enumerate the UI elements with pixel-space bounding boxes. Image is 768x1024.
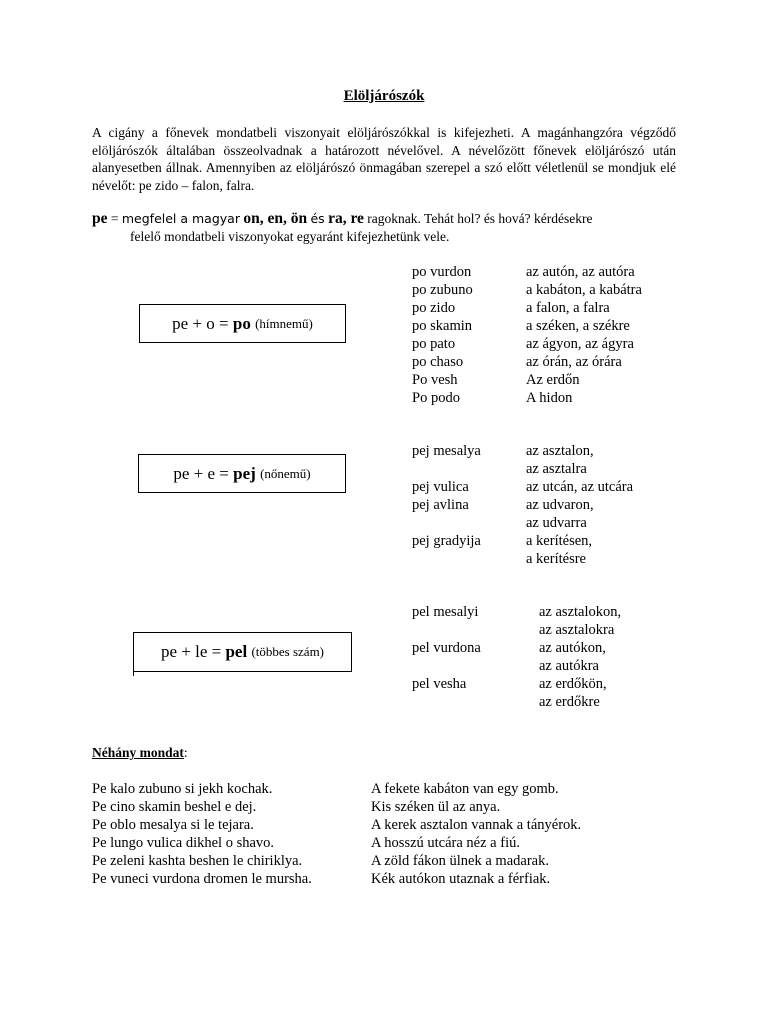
example-row: po zubuno a kabáton, a kabátra xyxy=(412,282,642,298)
example-row: po pato az ágyon, az ágyra xyxy=(412,336,634,352)
pe-text1: megfelel a magyar xyxy=(121,211,240,226)
rule-result: po xyxy=(232,313,251,333)
example-row: Po podo A hidon xyxy=(412,390,573,406)
sentence-row: Pe vuneci vurdona dromen le mursha. Kék autókon utaznak a férfiak. xyxy=(92,871,551,887)
example-row: po zido a falon, a falra xyxy=(412,300,610,316)
sentence-row: Pe cino skamin beshel e dej. Kis széken ül az anya. xyxy=(92,799,501,815)
rule-prefix: pe + o = xyxy=(172,313,229,333)
rule-box-po xyxy=(139,304,346,343)
pe-text2: ragoknak. Tehát hol? és hová? kérdésekre xyxy=(367,211,593,226)
example-row: pel vurdona az autókon, xyxy=(412,640,606,656)
example-row: pej avlina az udvaron, xyxy=(412,497,594,513)
example-row: az asztalokra xyxy=(539,622,615,638)
example-row: pel mesalyi az asztalokon, xyxy=(412,604,622,620)
intro-paragraph: A cigány a főnevek mondatbeli viszonyait elöljárószókkal is kifejezheti. A magánhangzóra végződő elöljárószók általában összeolvadnak a határozott névelővel. A névelőzött főnevek elöljárószó után alanyesetben állnak. Amennyiben az elöljárószó önmagában szerepel a szó előtt véletlenül se mondjuk elé névelőt: pe zido – falon, falra. xyxy=(92,125,676,193)
pe-equals: = xyxy=(110,211,119,226)
example-row: az asztalra xyxy=(526,461,587,477)
sentence-row: Pe zeleni kashta beshen le chiriklya. A zöld fákon ülnek a madarak. xyxy=(92,853,549,869)
sentence-row: Pe lungo vulica dikhel o shavo. A hosszú utcára néz a fiú. xyxy=(92,835,520,851)
example-row: a kerítésre xyxy=(526,551,586,567)
pe-text3: felelő mondatbeli viszonyokat egyaránt kifejezhetünk vele. xyxy=(130,229,450,244)
rule-note: (hímnemű) xyxy=(255,315,313,331)
example-row: az autókra xyxy=(539,658,599,674)
example-row: po skamin a széken, a székre xyxy=(412,318,630,334)
pe-suffixes2: ra, re xyxy=(328,210,364,227)
pe-term: pe xyxy=(92,210,108,227)
rule-result: pej xyxy=(233,463,256,483)
examples-po xyxy=(412,263,712,407)
sentences-list xyxy=(92,780,692,888)
example-row: po chaso az órán, az órára xyxy=(412,354,622,370)
pe-suffixes1: on, en, ön xyxy=(243,210,308,227)
rule-prefix: pe + e = xyxy=(173,463,229,483)
rule-box-pej xyxy=(138,454,346,493)
examples-pel xyxy=(412,603,712,711)
rule-prefix: pe + le = xyxy=(160,642,222,661)
rule-result: pel xyxy=(225,642,248,661)
example-row: az erdőkre xyxy=(539,694,600,710)
example-row: Po vesh Az erdőn xyxy=(412,372,580,388)
rule-box-pel xyxy=(133,632,352,672)
box-edge-line xyxy=(133,632,134,676)
sentence-row: Pe oblo mesalya si le tejara. A kerek asztalon vannak a tányérok. xyxy=(92,817,582,833)
sentence-row: Pe kalo zubuno si jekh kochak. A fekete kabáton van egy gomb. xyxy=(92,781,559,797)
pe-definition xyxy=(92,210,676,246)
example-row: po vurdon az autón, az autóra xyxy=(412,264,635,280)
rule-note: (többes szám) xyxy=(251,644,325,659)
example-row: pej mesalya az asztalon, xyxy=(412,443,594,459)
example-row: az udvarra xyxy=(526,515,587,531)
pe-and: és xyxy=(310,211,325,226)
examples-pej xyxy=(412,442,712,568)
example-row: pel vesha az erdőkön, xyxy=(412,676,607,692)
page-title: Elöljárószók xyxy=(343,88,425,104)
rule-note: (nőnemű) xyxy=(260,465,311,481)
sentences-heading: Néhány mondat: xyxy=(92,745,188,760)
example-row: pej vulica az utcán, az utcára xyxy=(412,479,634,495)
example-row: pej gradyija a kerítésen, xyxy=(412,533,593,549)
